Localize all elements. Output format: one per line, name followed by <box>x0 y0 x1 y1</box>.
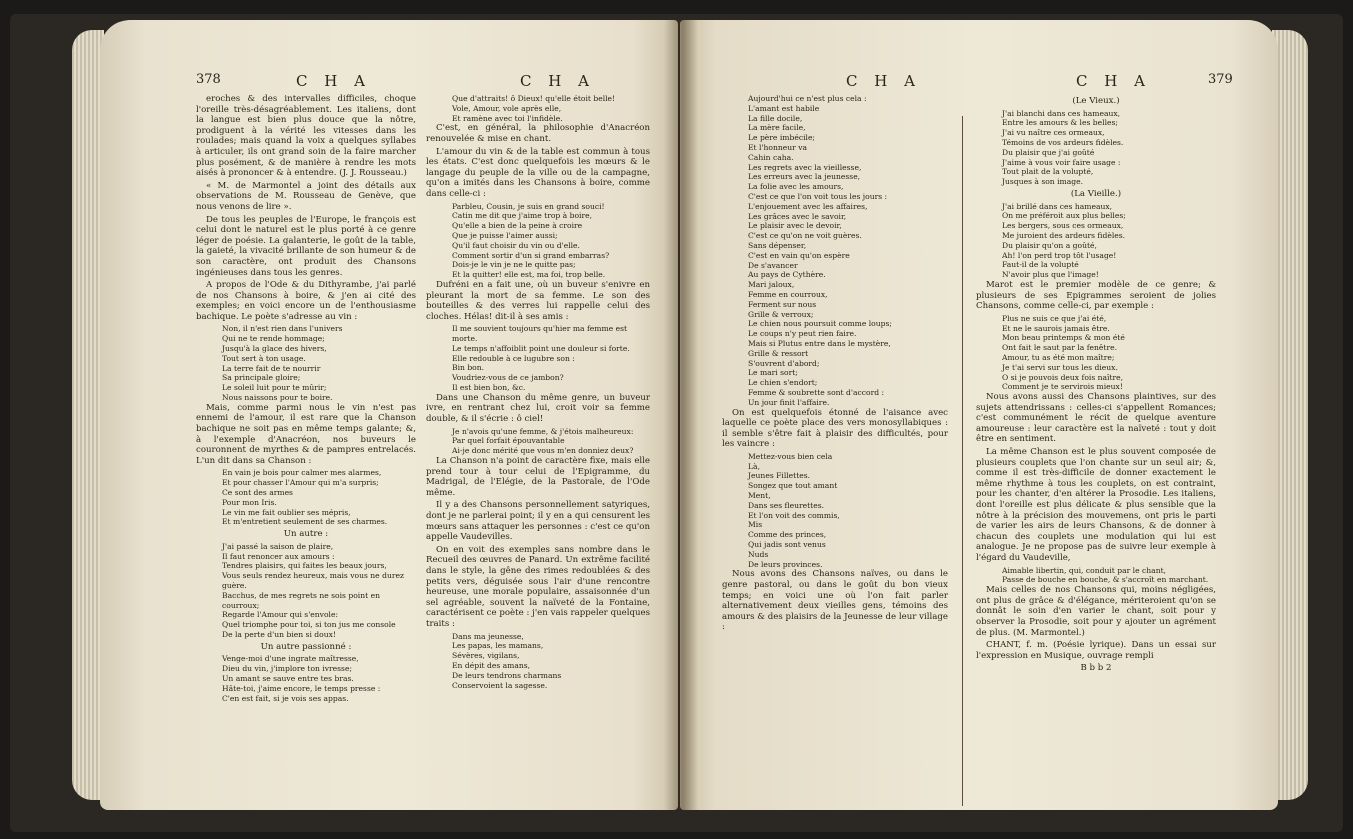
verse-line: Vole, Amour, vole après elle, <box>452 103 562 113</box>
centered-line: Un autre passionné : <box>260 641 352 652</box>
verse-line: Songez que tout amant <box>748 481 838 491</box>
verse-line: Les bergers, sous ces ormeaux, <box>1002 221 1124 231</box>
centered-line: (La Vieille.) <box>1070 188 1122 199</box>
verse-line: Tendres plaisirs, qui faites les beaux jours, <box>222 561 387 571</box>
verse-line: Comme des princes, <box>748 530 827 540</box>
verse-line: Du plaisir qu'on a goûté, <box>1002 240 1097 250</box>
verse-line: Que je puisse l'aimer aussi; <box>452 230 558 240</box>
verse-line: Passe de bouche en bouche, & s'accroît en marchant. <box>1002 575 1209 585</box>
right-page <box>680 20 1278 810</box>
paragraph: Nous avons des Chansons naïves, ou dans le genre pastoral, ou dans le goût du bon vieux temps; en voici une où l'on fait parler alternativement deux vieilles gens, témoins des amours & des plaisirs de la Jeunesse de leur village : <box>722 569 948 633</box>
verse-line: C'est en vain qu'on espère <box>748 250 850 260</box>
left-running-head-2: C H A <box>520 72 595 90</box>
verse-line: Un jour finit l'affaire. <box>748 397 830 407</box>
right-column-1 <box>722 94 948 635</box>
paragraph: On en voit des exemples sans nombre dans le Recueil des œuvres de Panard. Un extrême facilité dans le style, la gêne des rimes redoublées & des petits vers, déguisée sous l'air d'une rencontre heureuse, une morale populaire, assaisonnée d'un sel agréable, souvent la naïveté de la Fontaine, caractérisent ce poète : j'en vais rappeler quelques traits : <box>426 544 650 629</box>
verse-line: Ce sont des armes <box>222 488 293 497</box>
verse-line: Les grâces avec le savoir, <box>748 211 847 221</box>
verse-line: Grille & verroux; <box>748 309 814 319</box>
verse-line: C'est ce que l'on voit tous les jours : <box>748 191 888 201</box>
paragraph: Dans une Chanson du même genre, un buveur ivre, en rentrant chez lui, croit voir sa femme double, & il s'écrie : ô ciel! <box>426 392 650 425</box>
verse-line: Et pour chasser l'Amour qui m'a surpris; <box>222 478 379 488</box>
book-gutter <box>664 20 698 810</box>
right-page-number: 379 <box>1208 72 1233 87</box>
verse-line: Faut-il de la volupté <box>1002 260 1079 270</box>
verse-line: Le coups n'y peut rien faire. <box>748 329 857 339</box>
verse-line: L'amant est habile <box>748 103 820 113</box>
verse-line: Le soleil luit pour te mûrir; <box>222 383 327 393</box>
verse-line: Témoins de vos ardeurs fidèles. <box>1002 137 1124 147</box>
verse-line: Il faut renoncer aux amours : <box>222 551 335 561</box>
verse-line: Ment, <box>748 491 771 501</box>
verse-line: Aujourd'hui ce n'est plus cela : <box>748 94 867 103</box>
column-rule <box>962 116 963 806</box>
verse-line: Qu'il faut choisir du vin ou d'elle. <box>452 240 580 250</box>
verse-line: Ferment sur nous <box>748 299 817 309</box>
verse-line: Un amant se sauve entre tes bras. <box>222 673 354 683</box>
verse-line: Qui ne te rende hommage; <box>222 334 325 344</box>
verse-line: Mari jaloux, <box>748 280 795 290</box>
verse-line: C'en est fait, si je vois ses appas. <box>222 693 349 703</box>
verse-line: Elle redouble à ce lugubre son : <box>452 353 575 363</box>
verse-line: Entre les amours & les belles; <box>1002 118 1118 128</box>
paragraph: Marot est le premier modèle de ce genre; & plusieurs de ses Epigrammes seroient de jolies Chansons, comme celle-ci, par exemple : <box>976 279 1216 312</box>
verse-line: Par quel forfait épouvantable <box>452 436 565 446</box>
verse-line: Et m'entretient seulement de ses charmes. <box>222 517 388 527</box>
verse-line: Je t'ai servi sur tous les dieux. <box>1002 362 1118 372</box>
verse-line: Et l'honneur va <box>748 142 808 152</box>
verse-line: Jusqu'à la glace des hivers, <box>222 344 327 354</box>
verse-line: Plus ne suis ce que j'ai été, <box>1002 313 1107 323</box>
verse-line: Là, <box>748 461 760 471</box>
verse-line: Aimable libertin, qui, conduit par le chant, <box>1002 565 1167 575</box>
verse-line: Voudriez-vous de ce jambon? <box>452 373 564 383</box>
verse-line: Le père imbécile; <box>748 133 815 143</box>
verse-line: Vous seuls rendez heureux, mais vous ne durez guère. <box>222 571 404 590</box>
verse-line: Qu'elle a bien de la peine à croire <box>452 221 583 231</box>
verse-line: Mais si Plutus entre dans le mystère, <box>748 338 891 348</box>
verse-line: Bin bon. <box>452 363 485 373</box>
verse-line: Comment sortir d'un si grand embarras? <box>452 250 610 260</box>
right-column-2 <box>976 94 1216 676</box>
verse-line: Il est bien bon, &c. <box>452 383 526 393</box>
left-page <box>100 20 678 810</box>
right-running-head-1: C H A <box>846 72 921 90</box>
verse-line: Et la quitter! elle est, ma foi, trop belle. <box>452 270 606 280</box>
paragraph: L'amour du vin & de la table est commun à tous les états. C'est donc quelquefois les mœurs & le langage du peuple de la ville ou de la campagne, qu'on a imités dans les Chansons à boire, comme dans celle-ci : <box>426 146 650 199</box>
verse-line: Femme & soubrette sont d'accord : <box>748 387 885 397</box>
verse-line: Me juroient des ardeurs fidèles. <box>1002 230 1126 240</box>
right-running-head-2: C H A <box>1076 72 1151 90</box>
verse-line: Non, il n'est rien dans l'univers <box>222 324 343 334</box>
verse-line: Le mari sort; <box>748 368 798 378</box>
paragraph: eroches & des intervalles difficiles, choque l'oreille très-désagréablement. Les italiens, dont la langue est bien plus douce que la nôtre, prodiguent à la vérité les vitesses dans les roulades; mais quand la voix a quelques syllabes à articuler, ils ont grand soin de la faire marcher plus posément, & de manière à rendre les mots aisés à prononcer & à entendre. (J. J. Rousseau.) <box>196 94 416 179</box>
verse-line: De s'avancer <box>748 260 798 270</box>
paragraph: A propos de l'Ode & du Dithyrambe, j'ai parlé de nos Chansons à boire, & j'en ai cité des exemples; en voici encore un de l'enthousiasme bachique. Le poète s'adresse au vin : <box>196 280 416 322</box>
paragraph: La même Chanson est le plus souvent composée de plusieurs couplets que l'on chante sur un seul air; &, comme il est très-difficile de donner exactement le même rhythme à tous les couplets, on est contraint, pour les chanter, d'en altérer la Prosodie. Les italiens, dont l'oreille est plus délicate & plus sensible que la nôtre à la précision des mouvemens, ont pris le parti de varier les airs de leurs Chansons, & de donner à chacun des couplets une modulation qui lui est analogue. Je ne propose pas de suivre leur exemple à l'égard du Vaudeville, <box>976 447 1216 563</box>
verse-line: Jusques à son image. <box>1002 177 1084 187</box>
verse-line: Hâte-toi, j'aime encore, le temps presse : <box>222 683 381 693</box>
verse-line: Le vin me fait oublier ses mépris, <box>222 507 351 517</box>
verse-line: Du plaisir que j'ai goûté <box>1002 147 1095 157</box>
verse-line: Sévères, vigilans, <box>452 651 520 661</box>
paragraph: Nous avons aussi des Chansons plaintives, sur des sujets attendrissans : celles-ci s'appellent Romances; c'est communément le récit de quelque aventure amoureuse : leur caractère est la naïveté : tout y doit être en sentiment. <box>976 392 1216 445</box>
paragraph: La Chanson n'a point de caractère fixe, mais elle prend tour à tour celui de l'Epigramme, du Madrigal, de l'Elégie, de la Pastorale, de l'Ode même. <box>426 456 650 498</box>
paragraph: C'est, en général, la philosophie d'Anacréon renouvelée & mise en chant. <box>426 123 650 144</box>
verse-line: Les regrets avec la vieillesse, <box>748 162 862 172</box>
verse-line: La terre fait de te nourrir <box>222 363 321 373</box>
verse-line: Tout plait de la volupté, <box>1002 167 1094 177</box>
verse-line: Dans ses fleurettes. <box>748 500 825 510</box>
verse-line: Dans ma jeunesse, <box>452 631 524 641</box>
verse-line: Sa principale gloire; <box>222 373 301 383</box>
centered-line: B b b 2 <box>1080 663 1112 674</box>
verse-line: Sans dépenser, <box>748 240 807 250</box>
verse-line: Conservoient la sagesse. <box>452 680 548 690</box>
verse-line: De leurs provinces. <box>748 559 823 569</box>
verse-line: En vain je bois pour calmer mes alarmes, <box>222 468 382 478</box>
verse-line: Les erreurs avec la jeunesse, <box>748 172 861 182</box>
centered-line: (Le Vieux.) <box>1072 96 1120 106</box>
verse-line: Qui jadis sont venus <box>748 540 826 550</box>
verse-line: J'aime à vous voir faire usage : <box>1002 157 1121 167</box>
verse-line: Catin me dit que j'aime trop à boire, <box>452 211 593 221</box>
verse-line: N'avoir plus que l'image! <box>1002 270 1099 280</box>
verse-line: Il me souvient toujours qu'hier ma femme est morte. <box>452 324 628 344</box>
verse-line: Comment je te servirois mieux! <box>1002 382 1123 392</box>
verse-line: Le temps n'affoiblit point une douleur si forte. <box>452 343 630 353</box>
verse-line: Le plaisir avec le devoir, <box>748 221 842 231</box>
verse-line: Femme en courroux, <box>748 289 828 299</box>
verse-line: Grille & ressort <box>748 348 809 358</box>
verse-line: Venge-moi d'une ingrate maîtresse, <box>222 654 359 664</box>
paragraph: De tous les peuples de l'Europe, le françois est celui dont le naturel est le plus porté à ce genre léger de poésie. La galanterie, le goût de la table, la gaieté, la vivacité brillante de son humeur & de son caractère, ont produit des Chansons ingénieuses dans tous les genres. <box>196 214 416 278</box>
verse-line: Pour mon Iris. <box>222 497 277 507</box>
paragraph: CHANT, f. m. (Poésie lyrique). Dans un essai sur l'expression en Musique, ouvrage rempli <box>976 640 1216 661</box>
verse-line: Ah! l'on perd trop tôt l'usage! <box>1002 250 1117 260</box>
verse-line: Que d'attraits! ô Dieux! qu'elle étoit belle! <box>452 94 616 103</box>
left-column-2 <box>426 94 650 690</box>
verse-line: Regarde l'Amour qui s'envole: <box>222 610 339 620</box>
paragraph: Il y a des Chansons personnellement satyriques, dont je ne parlerai point; il y en a qui censurent les mœurs sans attaquer les personnes : c'est ce qu'on appelle Vaudevilles. <box>426 500 650 543</box>
verse-line: Nous naissons pour te boire. <box>222 393 333 403</box>
verse-line: Parbleu, Cousin, je suis en grand souci! <box>452 201 605 211</box>
verse-line: Le chien nous poursuit comme loups; <box>748 319 892 329</box>
verse-line: Jeunes Fillettes. <box>748 471 811 481</box>
verse-line: Ai-je donc mérité que vous m'en donniez deux? <box>452 446 634 456</box>
verse-line: Dieu du vin, j'implore ton ivresse; <box>222 664 353 674</box>
verse-line: Dois-je le vin je ne le quitte pas; <box>452 260 576 270</box>
verse-line: J'ai vu naître ces ormeaux, <box>1002 128 1105 138</box>
paragraph: On est quelquefois étonné de l'aisance avec laquelle ce poète place des vers monosyllabiques : il semble s'être fait à plaisir des difficultés, pour les vaincre : <box>722 407 948 450</box>
verse-line: Mis <box>748 520 763 530</box>
verse-line: L'enjouement avec les affaires, <box>748 201 868 211</box>
verse-line: J'ai brillé dans ces hameaux, <box>1002 201 1113 211</box>
verse-line: Quel triomphe pour toi, si ton jus me console <box>222 620 396 630</box>
paragraph: Mais, comme parmi nous le vin n'est pas ennemi de l'amour, il est rare que la Chanson bachique ne soit pas en même temps galante; &, à l'exemple d'Anacréon, nos buveurs le couronnent de myrthes & de pampres entrelacés. L'un dit dans sa Chanson : <box>196 402 416 466</box>
verse-line: La folie avec les amours, <box>748 182 844 192</box>
verse-line: De la perte d'un bien si doux! <box>222 629 336 639</box>
verse-line: J'ai passé la saison de plaire, <box>222 541 334 551</box>
verse-line: Je n'avois qu'une femme, & j'étois malheureux: <box>452 426 634 436</box>
paragraph: Mais celles de nos Chansons qui, moins négligées, ont plus de grâce & d'élégance, mériteroient qu'on se donnât le soin d'en varier le chant, soit pour y observer la Prosodie, soit pour y ajouter un agrément de plus. (M. Marmontel.) <box>976 585 1216 638</box>
verse-line: Amour, tu as été mon maître; <box>1002 352 1115 362</box>
left-running-head-1: C H A <box>296 72 371 90</box>
verse-line: Au pays de Cythère. <box>748 270 826 280</box>
verse-line: La fille docile, <box>748 113 803 123</box>
verse-line: En dépit des amans, <box>452 660 531 670</box>
verse-line: Nuds <box>748 549 769 559</box>
verse-line: C'est ce qu'on ne voit guères. <box>748 231 862 241</box>
verse-line: Les papas, les mamans, <box>452 641 544 651</box>
verse-line: Bacchus, de mes regrets ne sois point en courroux; <box>222 590 380 610</box>
verse-line: On me préféroit aux plus belles; <box>1002 211 1126 221</box>
verse-line: Ont fait le saut par la fenêtre. <box>1002 343 1118 353</box>
verse-line: Tout sert à ton usage. <box>222 353 306 363</box>
verse-line: Et ne le saurois jamais être. <box>1002 323 1110 333</box>
paragraph: « M. de Marmontel a joint des détails aux observations de M. Rousseau de Genève, que nous venons de lire ». <box>196 180 416 212</box>
centered-line: Un autre : <box>283 529 329 540</box>
verse-line: La mère facile, <box>748 123 806 133</box>
verse-line: Mon beau printemps & mon été <box>1002 333 1125 343</box>
verse-line: J'ai blanchi dans ces hameaux, <box>1002 108 1121 118</box>
verse-line: O si je pouvois deux fois naître, <box>1002 372 1124 382</box>
verse-line: Cahin caha. <box>748 152 794 162</box>
verse-line: Le chien s'endort; <box>748 378 818 388</box>
verse-line: S'ouvrent d'abord; <box>748 358 820 368</box>
verse-line: De leurs tendrons charmans <box>452 670 562 680</box>
verse-line: Et ramène avec toi l'infidèle. <box>452 113 563 123</box>
left-page-number: 378 <box>196 72 221 87</box>
verse-line: Et l'on voit des commis, <box>748 510 840 520</box>
left-column-1 <box>196 94 416 703</box>
verse-line: Mettez-vous bien cela <box>748 451 833 461</box>
paragraph: Dufréni en a fait une, où un buveur s'enivre en pleurant la mort de sa femme. Le son des bouteilles & des verres lui rappelle celui des cloches. Hélas! dit-il à ses amis : <box>426 279 650 322</box>
